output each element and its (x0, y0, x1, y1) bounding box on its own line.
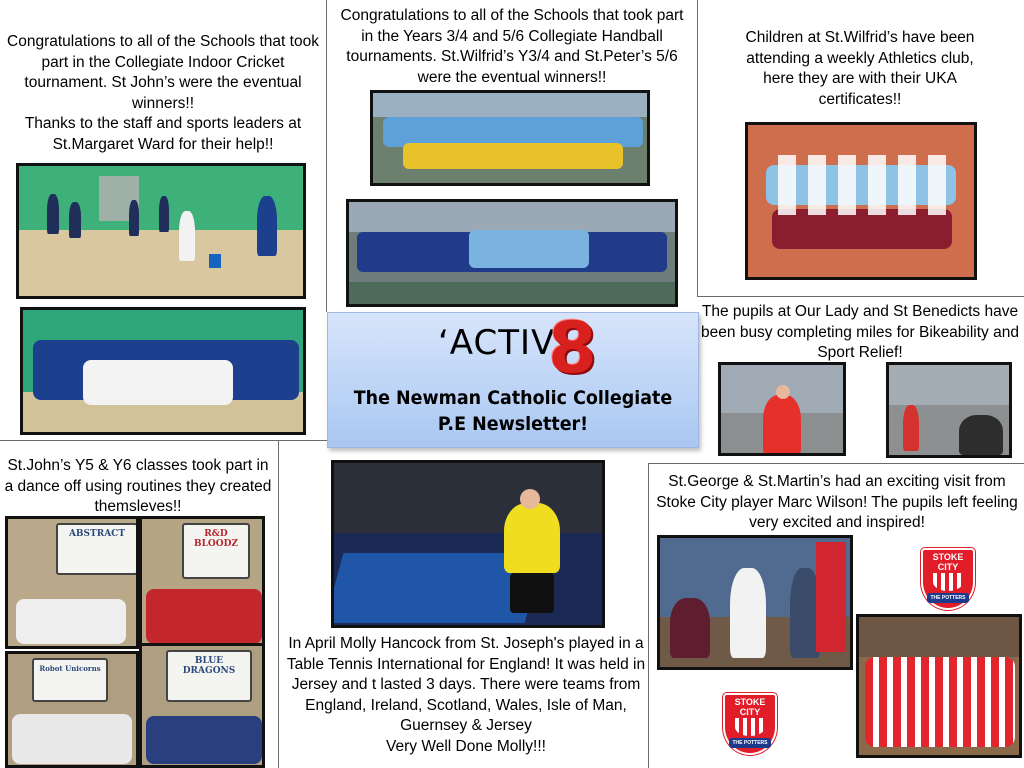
table-tennis-caption: In April Molly Hancock from St. Joseph's played in a Table Tennis International for England! It was held in Jersey and t lasted 3 days. There were teams from England, Ireland, Scotland, Wales, Isle of Man, Guernsey & Jersey Very Well Done Molly!!! (286, 635, 646, 755)
cricket-caption: Congratulations to all of the Schools that took part in the Collegiate Indoor Cricket tournament. St John’s were the eventual winners!! Thanks to the staff and sports leaders at St.Margaret Ward for their help!! (7, 33, 319, 153)
divider-horizontal-right-mid (697, 296, 1024, 297)
bikeability-caption: The pupils at Our Lady and St Benedicts have been busy completing miles for Bikeability and Sport Relief! (701, 303, 1019, 361)
eight-logo: 8 (548, 307, 597, 389)
stoke-city-badge-top: STOKE CITY THE POTTERS (921, 548, 975, 610)
dance-screen-2: R&D BLOODZ (182, 523, 250, 579)
dance-photo-robot-unicorns (5, 651, 139, 768)
handball-photo-1 (370, 90, 650, 186)
divider-vertical-left-top (326, 0, 327, 312)
newsletter-subtitle: The Newman Catholic Collegiate P.E Newsletter! (353, 387, 673, 435)
newsletter-title-box (327, 307, 699, 448)
dance-photo-blue-dragons (139, 643, 265, 768)
cricket-team-photo (20, 307, 306, 435)
stoke-visit-photo-1 (657, 535, 853, 670)
stoke-caption: St.George & St.Martin’s had an exciting visit from Stoke City player Marc Wilson! The pupils left feeling very excited and inspired! (656, 473, 1018, 531)
dance-photo-red-bloodz (139, 516, 265, 649)
dance-screen-4: BLUE DRAGONS (166, 650, 252, 702)
cricket-photo (16, 163, 306, 299)
dance-screen-3: Robot Unicorns (32, 658, 108, 702)
dance-photo-abstract (5, 516, 139, 649)
divider-vertical-bottom-right (648, 463, 649, 768)
activ-title: ‘ACTIV (438, 323, 556, 363)
handball-caption: Congratulations to all of the Schools that took part in the Years 3/4 and 5/6 Collegiate Handball tournaments. St.Wilfrid’s Y3/4 and St.Peter’s 5/6 were the eventual winners!! (340, 7, 684, 86)
athletics-caption: Children at St.Wilfrid’s have been attending a weekly Athletics club, here they are with their UKA certificates!! (745, 29, 975, 108)
athletics-photo (745, 122, 977, 280)
stoke-city-badge-bottom: STOKE CITY THE POTTERS (723, 693, 777, 755)
divider-vertical-right-top (697, 0, 698, 296)
stoke-visit-photo-2 (856, 614, 1022, 758)
dance-screen-1: ABSTRACT (56, 523, 138, 575)
bikeability-photo-1 (718, 362, 846, 456)
divider-horizontal-right-low (648, 463, 1024, 464)
dance-caption: St.John’s Y5 & Y6 classes took part in a dance off using routines they created themsleves!! (4, 457, 272, 515)
bikeability-photo-2 (886, 362, 1012, 458)
table-tennis-photo (331, 460, 605, 628)
handball-photo-2 (346, 199, 678, 307)
divider-vertical-bottom-left (278, 440, 279, 768)
